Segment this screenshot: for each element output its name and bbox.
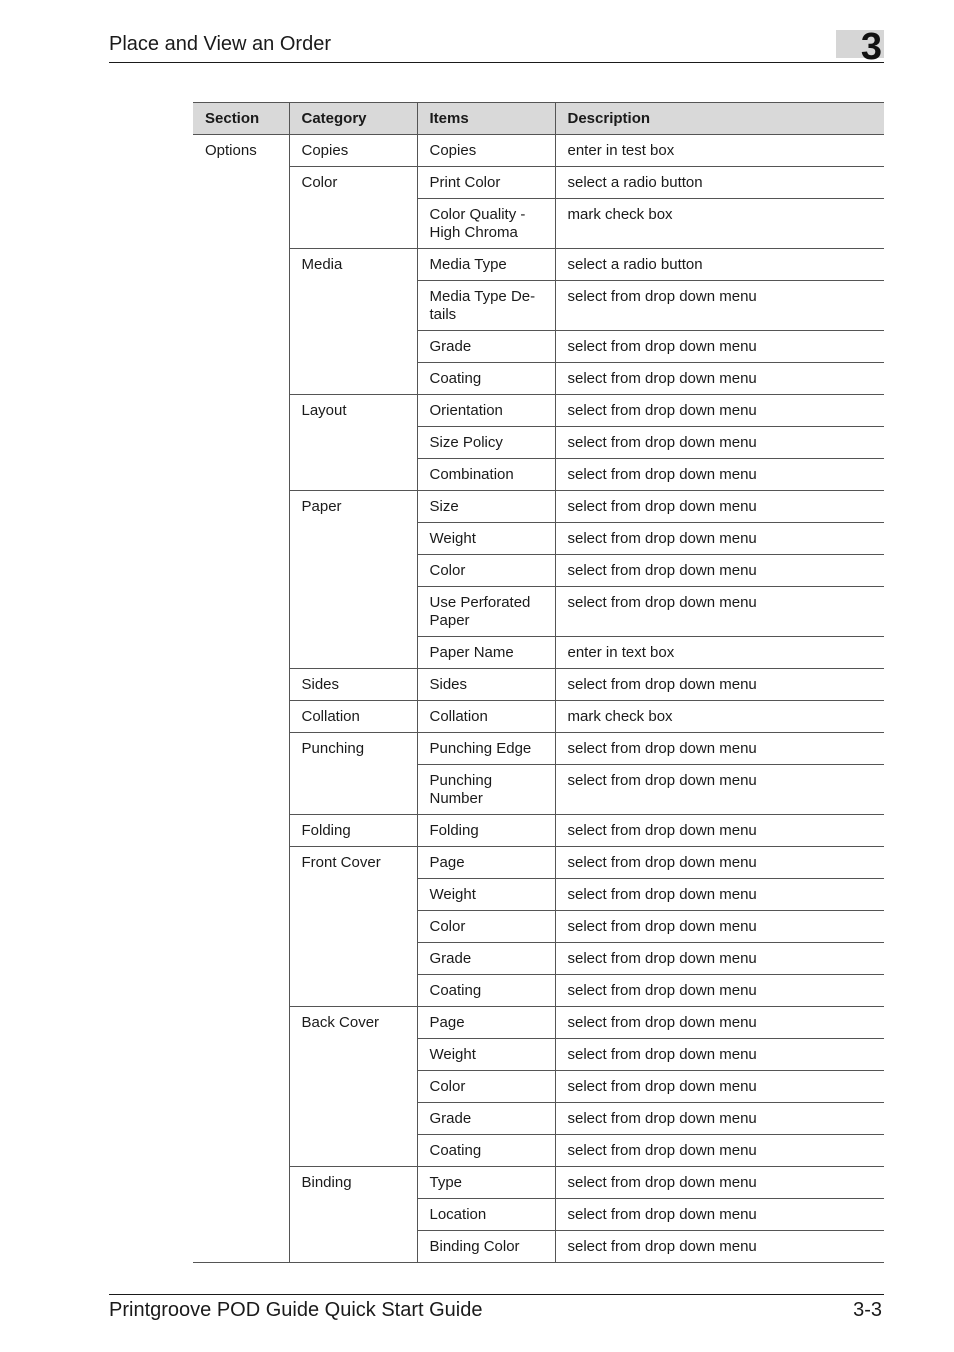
table-row — [193, 701, 884, 733]
category-cell: Collation — [289, 701, 417, 733]
table-body — [193, 135, 884, 1263]
description-cell: select from drop down menu — [555, 363, 884, 395]
item-cell: Weight — [417, 523, 555, 555]
description-cell: select from drop down menu — [555, 281, 884, 331]
description-cell: mark check box — [555, 199, 884, 249]
table-row — [193, 847, 884, 879]
item-cell: Punching Number — [417, 765, 555, 815]
category-cell: Binding — [289, 1167, 417, 1263]
item-cell: Copies — [417, 135, 555, 167]
description-cell: select from drop down menu — [555, 1199, 884, 1231]
item-cell: Type — [417, 1167, 555, 1199]
item-cell: Weight — [417, 879, 555, 911]
item-cell: Size — [417, 491, 555, 523]
table-row — [193, 167, 884, 199]
item-cell: Use Perforated Paper — [417, 587, 555, 637]
table-row — [193, 669, 884, 701]
description-cell: select from drop down menu — [555, 1039, 884, 1071]
description-cell: select from drop down menu — [555, 1071, 884, 1103]
table-row — [193, 249, 884, 281]
item-cell: Folding — [417, 815, 555, 847]
category-cell: Sides — [289, 669, 417, 701]
description-cell: enter in test box — [555, 135, 884, 167]
column-header: Description — [555, 103, 884, 135]
table-row — [193, 1007, 884, 1039]
item-cell: Grade — [417, 331, 555, 363]
description-cell: select from drop down menu — [555, 427, 884, 459]
description-cell: mark check box — [555, 701, 884, 733]
item-cell: Coating — [417, 975, 555, 1007]
description-cell: select from drop down menu — [555, 555, 884, 587]
item-cell: Location — [417, 1199, 555, 1231]
table-row — [193, 733, 884, 765]
description-cell: select a radio button — [555, 167, 884, 199]
item-cell: Grade — [417, 943, 555, 975]
column-header: Items — [417, 103, 555, 135]
item-cell: Coating — [417, 363, 555, 395]
category-cell: Punching — [289, 733, 417, 815]
chapter-tab — [836, 26, 884, 68]
category-cell: Front Cover — [289, 847, 417, 1007]
table-row — [193, 395, 884, 427]
description-cell: select from drop down menu — [555, 1135, 884, 1167]
description-cell: select from drop down menu — [555, 1103, 884, 1135]
description-cell: select from drop down menu — [555, 847, 884, 879]
column-header: Section — [193, 103, 289, 135]
options-table — [193, 102, 884, 1263]
item-cell: Punching Edge — [417, 733, 555, 765]
description-cell: select from drop down menu — [555, 523, 884, 555]
item-cell: Orientation — [417, 395, 555, 427]
item-cell: Color — [417, 555, 555, 587]
description-cell: select from drop down menu — [555, 879, 884, 911]
description-cell: select from drop down menu — [555, 1231, 884, 1263]
table-row — [193, 491, 884, 523]
table-header-row — [193, 103, 884, 135]
description-cell: select a radio button — [555, 249, 884, 281]
item-cell: Weight — [417, 1039, 555, 1071]
description-cell: select from drop down menu — [555, 733, 884, 765]
footer-divider — [109, 1294, 884, 1295]
description-cell: select from drop down menu — [555, 975, 884, 1007]
category-cell: Paper — [289, 491, 417, 669]
item-cell: Print Color — [417, 167, 555, 199]
description-cell: select from drop down menu — [555, 815, 884, 847]
description-cell: select from drop down menu — [555, 943, 884, 975]
page-title: Place and View an Order — [109, 33, 331, 55]
description-cell: select from drop down menu — [555, 459, 884, 491]
page-number: 3-3 — [853, 1299, 882, 1321]
item-cell: Color Quality - High Chroma — [417, 199, 555, 249]
description-cell: select from drop down menu — [555, 587, 884, 637]
table-row — [193, 815, 884, 847]
description-cell: select from drop down menu — [555, 331, 884, 363]
description-cell: select from drop down menu — [555, 765, 884, 815]
category-cell: Folding — [289, 815, 417, 847]
item-cell: Paper Name — [417, 637, 555, 669]
description-cell: select from drop down menu — [555, 1167, 884, 1199]
item-cell: Collation — [417, 701, 555, 733]
item-cell: Media Type — [417, 249, 555, 281]
chapter-number: 3 — [860, 26, 882, 68]
item-cell: Page — [417, 847, 555, 879]
category-cell: Color — [289, 167, 417, 249]
description-cell: select from drop down menu — [555, 395, 884, 427]
description-cell: select from drop down menu — [555, 669, 884, 701]
footer-title: Printgroove POD Guide Quick Start Guide — [109, 1299, 483, 1321]
table-row — [193, 135, 884, 167]
category-cell: Back Cover — [289, 1007, 417, 1167]
item-cell: Coating — [417, 1135, 555, 1167]
item-cell: Size Policy — [417, 427, 555, 459]
item-cell: Binding Color — [417, 1231, 555, 1263]
header-divider — [109, 62, 884, 63]
category-cell: Copies — [289, 135, 417, 167]
description-cell: enter in text box — [555, 637, 884, 669]
item-cell: Page — [417, 1007, 555, 1039]
section-cell: Options — [193, 135, 289, 1263]
table-row — [193, 1167, 884, 1199]
category-cell: Layout — [289, 395, 417, 491]
item-cell: Color — [417, 1071, 555, 1103]
description-cell: select from drop down menu — [555, 491, 884, 523]
column-header: Category — [289, 103, 417, 135]
item-cell: Sides — [417, 669, 555, 701]
item-cell: Grade — [417, 1103, 555, 1135]
item-cell: Combination — [417, 459, 555, 491]
item-cell: Media Type De- tails — [417, 281, 555, 331]
item-cell: Color — [417, 911, 555, 943]
description-cell: select from drop down menu — [555, 911, 884, 943]
description-cell: select from drop down menu — [555, 1007, 884, 1039]
category-cell: Media — [289, 249, 417, 395]
